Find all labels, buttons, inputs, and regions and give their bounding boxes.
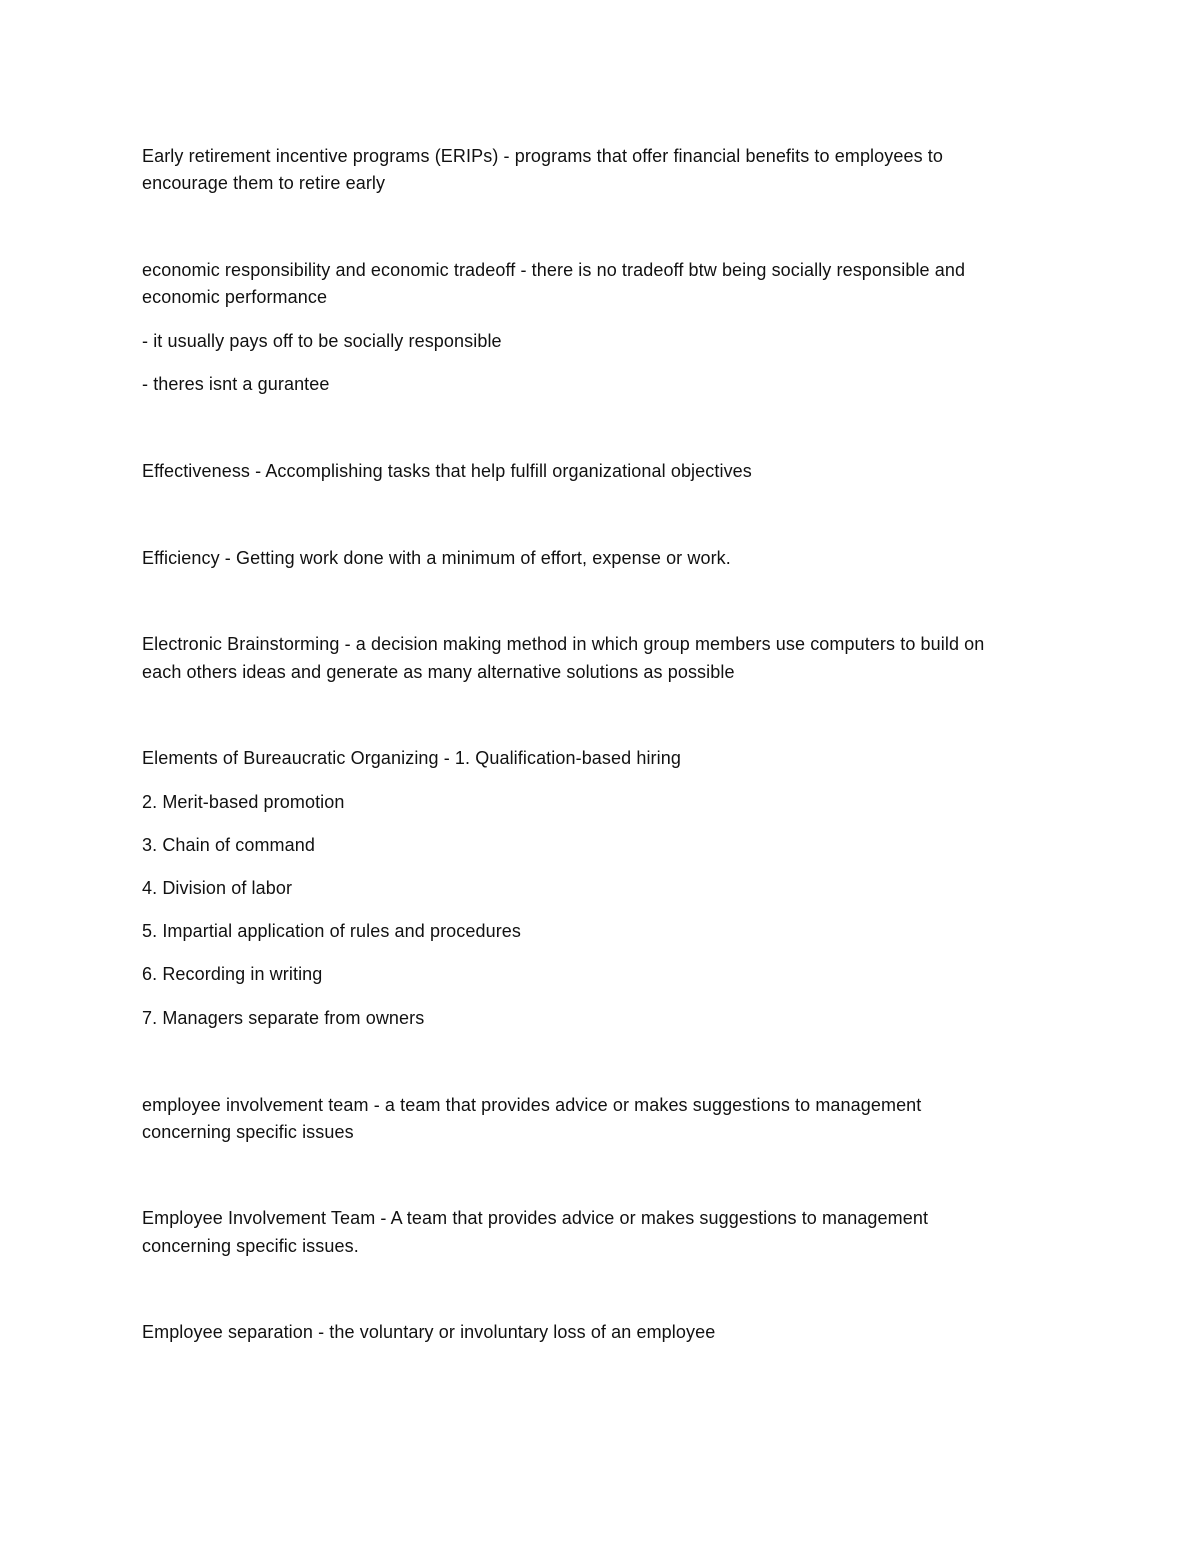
text-line-bureaucratic-7: 7. Managers separate from owners [142,1008,425,1028]
text-line-bureaucratic-3: 3. Chain of command [142,835,315,855]
text-line-bureaucratic-4: 4. Division of labor [142,878,293,898]
text-line-separation: Employee separation - the voluntary or involuntary loss of an employee [142,1322,716,1342]
text-line-erip-2: encourage them to retire early [142,173,386,193]
text-line-involvement-caps-1: Employee Involvement Team - A team that provides advice or makes suggestions to management [142,1208,929,1228]
text-line-economic-3: - it usually pays off to be socially responsible [142,331,502,351]
text-line-bureaucratic-2: 2. Merit-based promotion [142,792,345,812]
text-line-brainstorming-2: each others ideas and generate as many alternative solutions as possible [142,662,735,682]
text-line-involvement-caps-2: concerning specific issues. [142,1236,359,1256]
text-line-erip-1: Early retirement incentive programs (ERIPs) - programs that offer financial benefits to employees to [142,146,944,166]
text-line-effectiveness: Effectiveness - Accomplishing tasks that help fulfill organizational objectives [142,461,752,481]
text-line-bureaucratic-6: 6. Recording in writing [142,964,323,984]
text-line-economic-1: economic responsibility and economic tradeoff - there is no tradeoff btw being socially responsible and [142,260,966,280]
text-line-economic-2: economic performance [142,287,328,307]
text-line-economic-4: - theres isnt a gurantee [142,374,330,394]
text-line-bureaucratic-5: 5. Impartial application of rules and procedures [142,921,522,941]
text-line-efficiency: Efficiency - Getting work done with a minimum of effort, expense or work. [142,548,731,568]
text-line-involvement-1: employee involvement team - a team that provides advice or makes suggestions to management [142,1095,922,1115]
text-line-bureaucratic-1: Elements of Bureaucratic Organizing - 1. Qualification-based hiring [142,748,681,768]
text-line-involvement-2: concerning specific issues [142,1122,354,1142]
text-line-brainstorming-1: Electronic Brainstorming - a decision making method in which group members use computers to build on [142,634,985,654]
